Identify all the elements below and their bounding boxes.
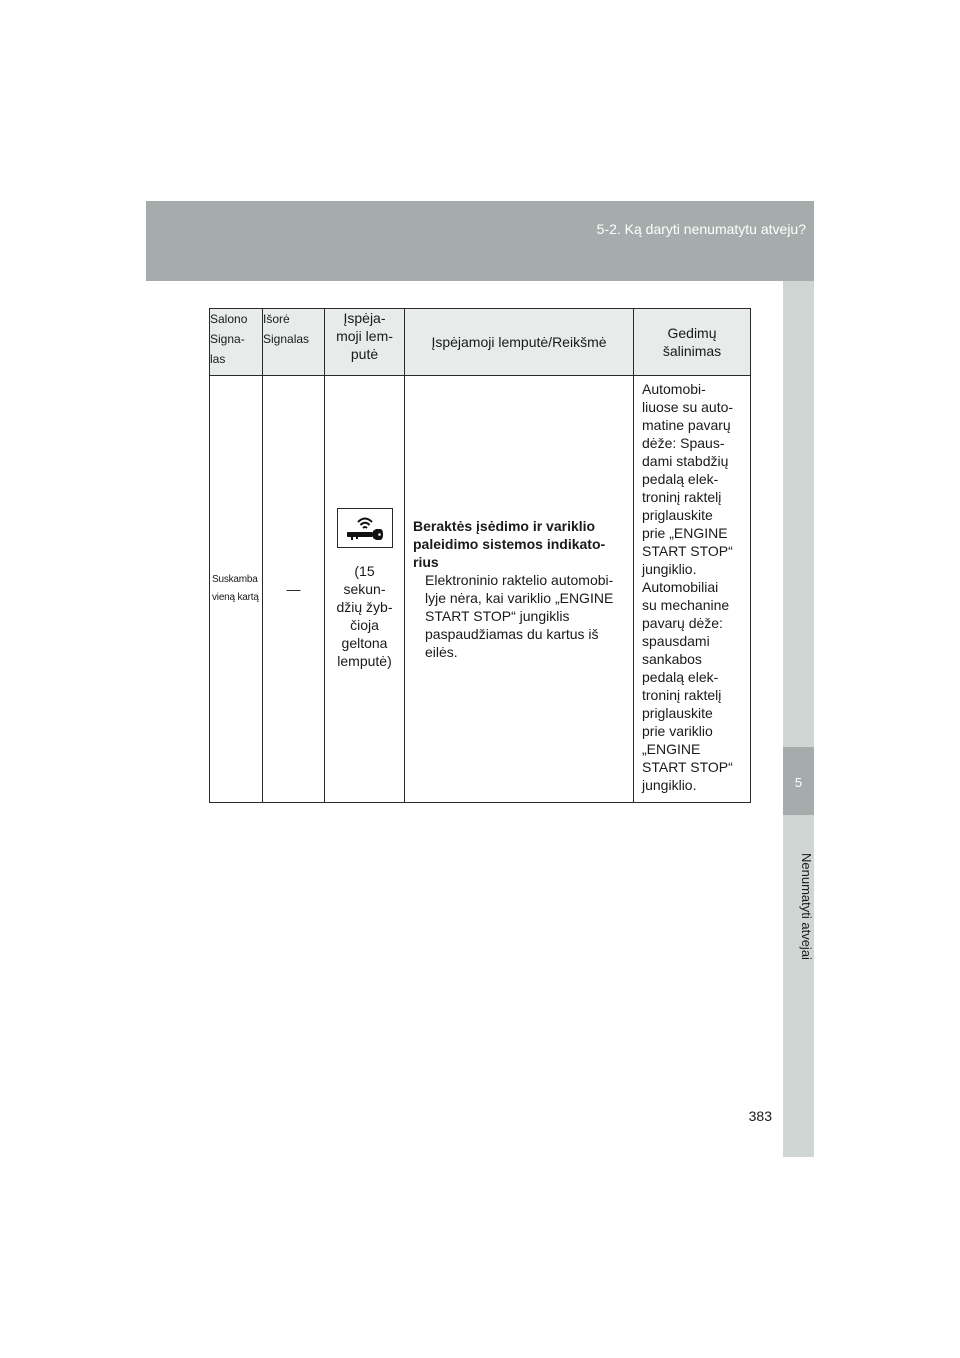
meaning-title: Beraktės įsėdimo ir variklio paleidimo sistemos indikato-rius — [413, 518, 606, 570]
chapter-label-text: Nenumatyti atvejai — [799, 852, 814, 960]
header-warning-lamp: Įspėja- moji lem- putė — [325, 309, 405, 376]
cell-exterior-signal: — — [263, 376, 325, 803]
cell-troubleshooting: Automobi- liuose su auto- matine pavarų dėže: Spaus- dami stabdžių pedalą elek- troninį raktelį priglauskite prie „ENGINE START STOP“ jungiklio. Automobiliai su mechanine pavarų dėže: spausdami sankabos pedalą elek- troninį raktelį priglauskite prie variklio „ENGINE START STOP“ jungiklio. — [634, 376, 751, 803]
chapter-tab — [783, 747, 814, 815]
warning-table — [209, 308, 751, 803]
table-header-row — [210, 309, 751, 376]
chapter-label — [783, 826, 814, 986]
cell-meaning — [405, 376, 634, 803]
meaning-body: Elektroninio raktelio automobi-lyje nėra, kai variklio „ENGINE START STOP“ jungiklis paspaudžiamas du kartus iš eilės. — [425, 572, 614, 660]
header-band — [146, 201, 814, 281]
cell-warning-lamp — [325, 376, 405, 803]
header-exterior-signal: Išorė Signalas — [263, 309, 325, 376]
cell-interior-signal: Suskamba vieną kartą — [210, 376, 263, 803]
side-strip — [783, 281, 814, 1157]
page-number: 383 — [748, 1108, 772, 1124]
header-meaning: Įspėjamoji lemputė/Reikšmė — [405, 309, 634, 376]
smart-key-indicator-icon — [337, 508, 393, 548]
header-troubleshooting: Gedimų šalinimas — [634, 309, 751, 376]
section-title: 5-2. Ką daryti nenumatytu atveju? — [596, 221, 806, 237]
table-row — [210, 376, 751, 803]
header-interior-signal: Salono Signa- las — [210, 309, 263, 376]
chapter-number: 5 — [794, 775, 803, 790]
lamp-caption: (15 sekun- džių žyb- čioja geltona lemputė) — [336, 563, 393, 669]
